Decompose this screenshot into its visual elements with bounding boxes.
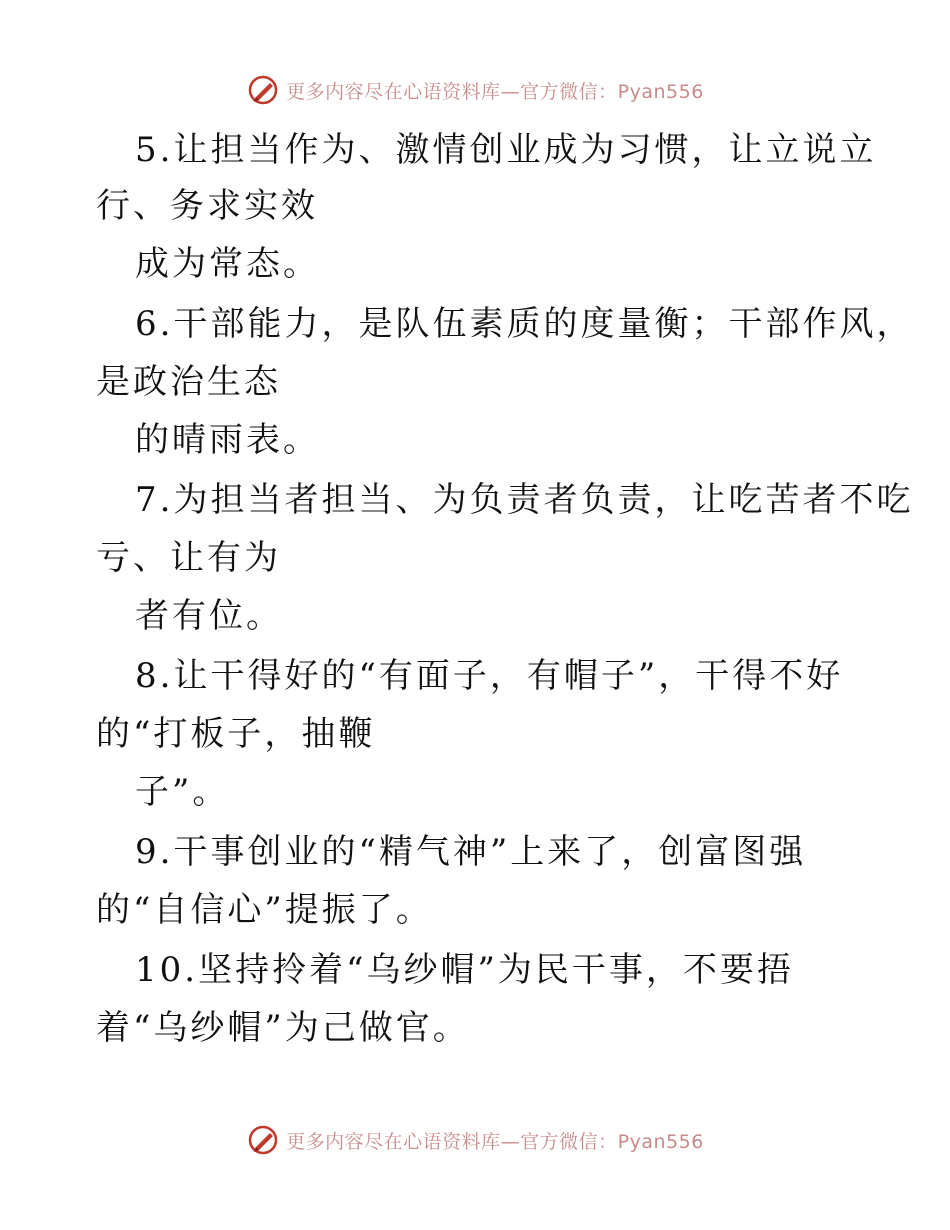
paragraph-line: 亏、让有为	[96, 538, 281, 578]
paragraph-line: 的“打板子，抽鞭	[96, 714, 376, 754]
paragraph-line: 10.坚持拎着“乌纱帽”为民干事，不要捂	[135, 950, 794, 990]
paragraph-line: 成为常态。	[135, 244, 320, 284]
pen-logo-icon	[246, 73, 280, 107]
pen-logo-icon	[246, 1123, 280, 1157]
paragraph-line: 是政治生态	[96, 362, 281, 402]
paragraph-line: 5.让担当作为、激情创业成为习惯，让立说立	[135, 130, 877, 170]
paragraph-line: 的晴雨表。	[135, 420, 320, 460]
paragraph-line: 7.为担当者担当、为负责者负责，让吃苦者不吃	[135, 480, 914, 520]
paragraph-line: 着“乌纱帽”为己做官。	[96, 1008, 470, 1048]
header-watermark	[0, 70, 950, 110]
paragraph-line: 者有位。	[135, 596, 283, 636]
paragraph-line: 8.让干得好的“有面子，有帽子”，干得不好	[135, 656, 844, 696]
paragraph-line: 6.干部能力，是队伍素质的度量衡；干部作风，	[135, 304, 914, 344]
paragraph-line: 行、务求实效	[96, 186, 318, 226]
watermark-text: 更多内容尽在心语资料库—官方微信：Pyan556	[286, 80, 704, 103]
footer-watermark	[0, 1120, 950, 1160]
paragraph-line: 子”。	[135, 772, 230, 812]
watermark-text: 更多内容尽在心语资料库—官方微信：Pyan556	[286, 1130, 704, 1153]
paragraph-line: 9.干事创业的“精气神”上来了，创富图强	[135, 832, 807, 872]
paragraph-line: 的“自信心”提振了。	[96, 890, 433, 930]
